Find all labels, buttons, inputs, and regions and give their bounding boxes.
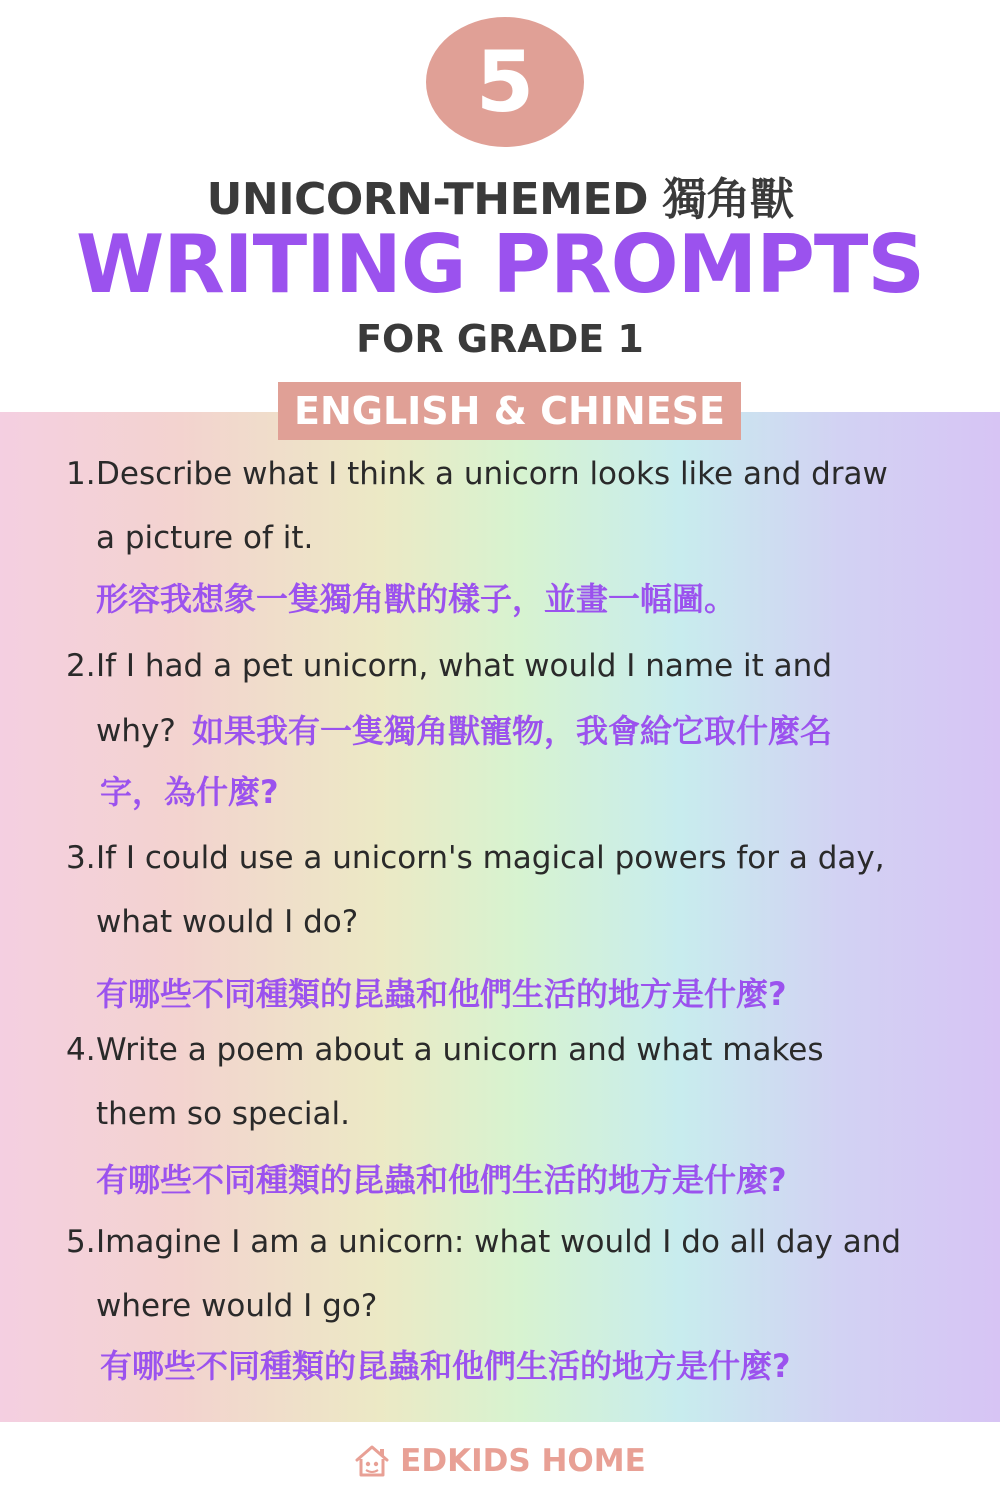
prompt-1-english-line1: Describe what I think a unicorn looks like and draw [96,456,888,492]
footer [0,1422,1000,1500]
prompt-2-english-line1: If I had a pet unicorn, what would I name it and [96,648,832,684]
number-badge [426,17,584,147]
prompt-3-english-line2: what would I do? [96,904,359,940]
prompt-2-english-line2: why? [96,713,176,749]
prompt-2-chinese-line2: 字，為什麼? [100,773,279,811]
prompt-2-chinese-line1: 如果我有一隻獨角獸寵物，我會給它取什麼名 [192,712,833,750]
prompt-4-english-line1: Write a poem about a unicorn and what makes [96,1032,824,1068]
prompt-5-number: 5. [66,1224,96,1260]
prompt-3-number: 3. [66,840,96,876]
prompt-1-english-line2: a picture of it. [96,520,314,556]
prompt-3-english-line1: If I could use a unicorn's magical powers for a day, [96,840,885,876]
language-tag [278,382,741,440]
grade-label: FOR GRADE 1 [356,317,644,361]
badge-number: 5 [475,33,535,131]
subtitle: UNICORN-THEMED 獨角獸 [206,174,794,225]
house-icon [354,1444,390,1478]
prompt-3-chinese: 有哪些不同種類的昆蟲和他們生活的地方是什麼? [96,975,787,1013]
brand-name: EDKIDS HOME [400,1443,646,1479]
prompt-5-english-line1: Imagine I am a unicorn: what would I do all day and [96,1224,902,1260]
prompt-1-chinese: 形容我想象一隻獨角獸的樣子，並畫一幅圖。 [96,580,737,618]
prompt-4-english-line2: them so special. [96,1096,350,1132]
prompt-5-chinese: 有哪些不同種類的昆蟲和他們生活的地方是什麼? [100,1347,791,1385]
prompt-1-number: 1. [66,456,96,492]
prompt-5-english-line2: where would I go? [96,1288,378,1324]
language-tag-label: ENGLISH & CHINESE [294,389,725,433]
prompt-2-number: 2. [66,648,96,684]
page-title: WRITING PROMPTS [75,218,925,311]
prompt-4-number: 4. [66,1032,96,1068]
prompt-4-chinese: 有哪些不同種類的昆蟲和他們生活的地方是什麼? [96,1161,787,1199]
